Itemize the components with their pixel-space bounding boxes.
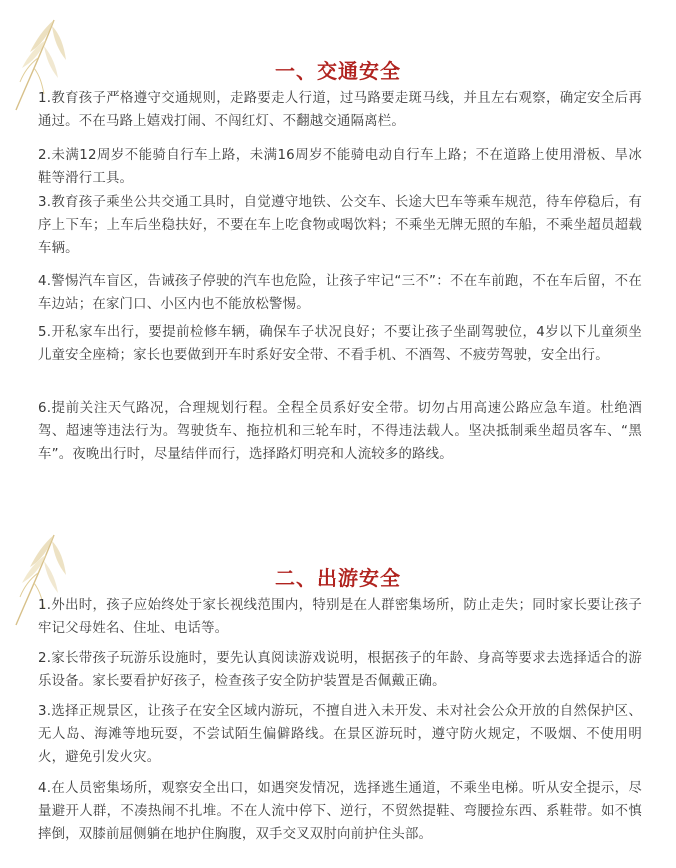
paragraph: 3.教育孩子乘坐公共交通工具时，自觉遵守地铁、公交车、长途大巴车等乘车规范，待车停稳后，有序上下车；上车后坐稳扶好，不要在车上吃食物或喝饮料；不乘坐无牌无照的车船，不乘坐超员超载车辆。 xyxy=(38,195,642,256)
paragraph: 6.提前关注天气路况，合理规划行程。全程全员系好安全带。切勿占用高速公路应急车道。杜绝酒驾、超速等违法行为。驾驶货车、拖拉机和三轮车时，不得违法载人。坚决抵制乘坐超员客车、“黑车”。夜晚出行时，尽量结伴而行，选择路灯明亮和人流较多的路线。 xyxy=(38,401,642,462)
paragraph: 2.家长带孩子玩游乐设施时，要先认真阅读游戏说明，根据孩子的年龄、身高等要求去选择适合的游乐设备。家长要看护好孩子，检查孩子安全防护装置是否佩戴正确。 xyxy=(38,651,642,689)
section-title: 一、交通安全 xyxy=(275,59,401,83)
section-title: 二、出游安全 xyxy=(275,566,401,590)
paragraph: 1.外出时，孩子应始终处于家长视线范围内，特别是在人群密集场所，防止走失；同时家长要让孩子牢记父母姓名、住址、电话等。 xyxy=(38,598,642,636)
paragraph: 4.在人员密集场所，观察安全出口，如遇突发情况，选择逃生通道，不乘坐电梯。听从安全提示，尽量避开人群，不凑热闹不扎堆。不在人流中停下、逆行，不贸然提鞋、弯腰捡东西、系鞋带。如不慎摔倒，双膝前屈侧躺在地护住胸腹，双手交叉双肘向前护住头部。 xyxy=(38,781,642,842)
paragraph: 3.选择正规景区，让孩子在安全区域内游玩，不擅自进入未开发、未对社会公众开放的自然保护区、无人岛、海滩等地玩耍，不尝试陌生偏僻路线。在景区游玩时，遵守防火规定，不吸烟、不使用明火，避免引发火灾。 xyxy=(38,704,642,765)
paragraph: 4.警惕汽车盲区，告诫孩子停驶的汽车也危险，让孩子牢记“三不”：不在车前跑，不在车后留，不在车边站；在家门口、小区内也不能放松警惕。 xyxy=(38,274,642,312)
paragraph: 2.未满12周岁不能骑自行车上路，未满16周岁不能骑电动自行车上路；不在道路上使用滑板、旱冰鞋等滑行工具。 xyxy=(38,148,642,186)
paragraph: 5.开私家车出行，要提前检修车辆，确保车子状况良好；不要让孩子坐副驾驶位，4岁以下儿童须坐儿童安全座椅；家长也要做到开车时系好安全带、不看手机、不酒驾、不疲劳驾驶，安全出行。 xyxy=(38,325,642,363)
paragraph: 1.教育孩子严格遵守交通规则，走路要走人行道，过马路要走斑马线，并且左右观察，确定安全后再通过。不在马路上嬉戏打闹、不闯红灯、不翻越交通隔离栏。 xyxy=(38,91,642,129)
section-travel-safety xyxy=(0,515,676,868)
